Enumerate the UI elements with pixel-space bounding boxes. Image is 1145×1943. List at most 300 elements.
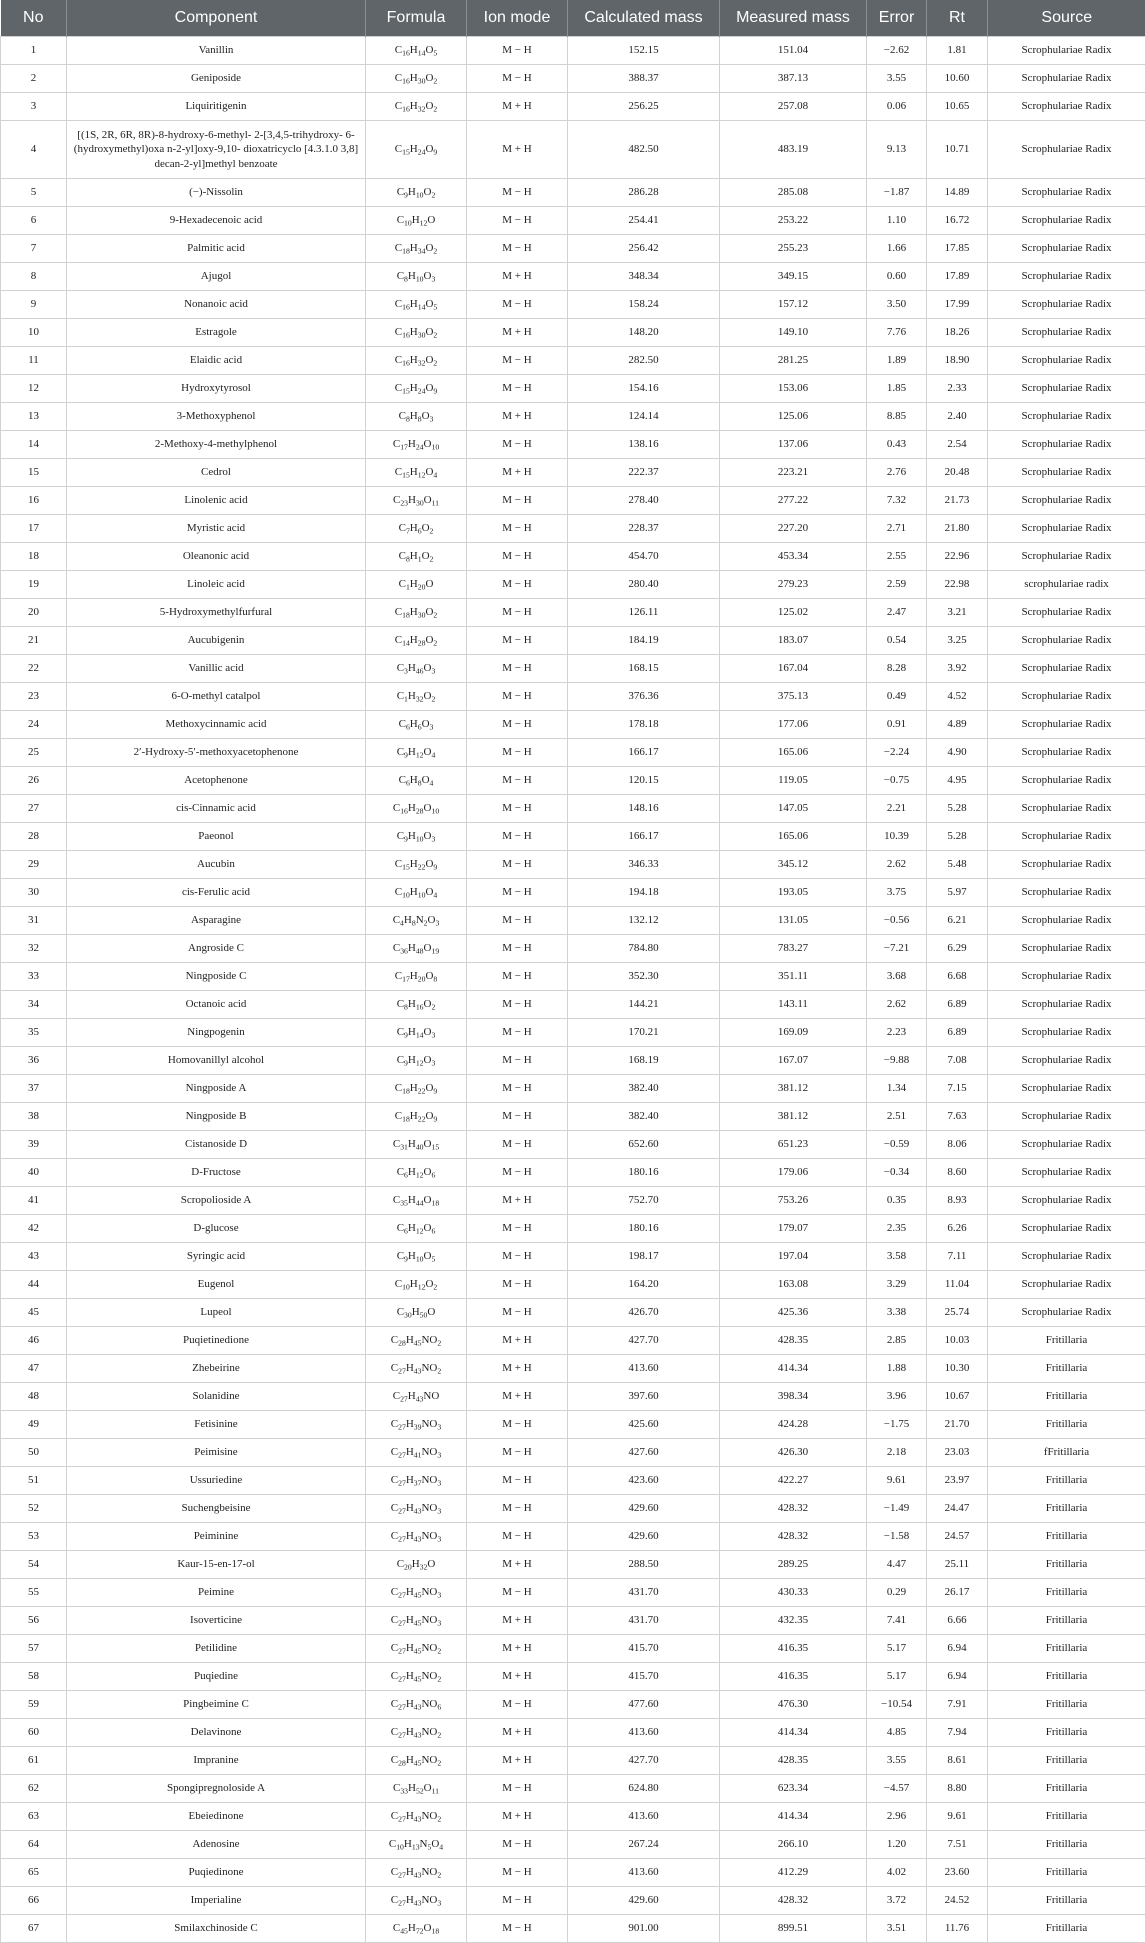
cell-rt: 20.48 xyxy=(927,459,988,487)
cell-ion-mode: M − H xyxy=(467,991,568,1019)
cell-no: 64 xyxy=(1,1831,67,1859)
table-row xyxy=(1,263,1145,291)
cell-calculated-mass: 180.16 xyxy=(568,1159,720,1187)
cell-rt: 26.17 xyxy=(927,1579,988,1607)
header-rt: Rt xyxy=(927,0,988,37)
cell-error: −0.56 xyxy=(867,907,927,935)
table-row xyxy=(1,1243,1145,1271)
cell-error: 1.66 xyxy=(867,235,927,263)
cell-rt: 8.60 xyxy=(927,1159,988,1187)
cell-error: 1.20 xyxy=(867,1831,927,1859)
cell-error: −1.75 xyxy=(867,1411,927,1439)
cell-ion-mode: M − H xyxy=(467,65,568,93)
cell-calculated-mass: 413.60 xyxy=(568,1803,720,1831)
cell-calculated-mass: 280.40 xyxy=(568,571,720,599)
cell-rt: 10.60 xyxy=(927,65,988,93)
cell-calculated-mass: 431.70 xyxy=(568,1607,720,1635)
cell-calculated-mass: 124.14 xyxy=(568,403,720,431)
cell-formula: $C_{10}H_{10}O_4$ xyxy=(366,879,467,907)
cell-component: Linoleic acid xyxy=(67,571,366,599)
cell-source: Fritillaria xyxy=(988,1327,1145,1355)
cell-component: Vanillin xyxy=(67,37,366,65)
cell-component: Fetisinine xyxy=(67,1411,366,1439)
cell-ion-mode: M + H xyxy=(467,1719,568,1747)
cell-component: Acetophenone xyxy=(67,767,366,795)
cell-component: Aucubin xyxy=(67,851,366,879)
cell-rt: 7.51 xyxy=(927,1831,988,1859)
table-body xyxy=(1,37,1145,1943)
cell-rt: 10.03 xyxy=(927,1327,988,1355)
cell-formula: $C_8H_{10}O_3$ xyxy=(366,263,467,291)
cell-ion-mode: M − H xyxy=(467,1439,568,1467)
table-row xyxy=(1,235,1145,263)
cell-error: 4.85 xyxy=(867,1719,927,1747)
cell-measured-mass: 412.29 xyxy=(720,1859,867,1887)
cell-formula: $C_{17}H_{24}O_{10}$ xyxy=(366,431,467,459)
cell-calculated-mass: 382.40 xyxy=(568,1103,720,1131)
cell-calculated-mass: 267.24 xyxy=(568,1831,720,1859)
cell-no: 21 xyxy=(1,627,67,655)
cell-formula: $C_{27}H_{37}NO_3$ xyxy=(366,1467,467,1495)
table-row xyxy=(1,65,1145,93)
cell-formula: $C_8H_8O_3$ xyxy=(366,403,467,431)
cell-ion-mode: M − H xyxy=(467,1523,568,1551)
cell-source: Fritillaria xyxy=(988,1719,1145,1747)
cell-ion-mode: M + H xyxy=(467,263,568,291)
table-row xyxy=(1,1439,1145,1467)
cell-error: 0.54 xyxy=(867,627,927,655)
cell-calculated-mass: 256.42 xyxy=(568,235,720,263)
cell-component: 5-Hydroxymethylfurfural xyxy=(67,599,366,627)
table-row xyxy=(1,1271,1145,1299)
header-no: No xyxy=(1,0,67,37)
cell-component: Imperialine xyxy=(67,1887,366,1915)
cell-calculated-mass: 254.41 xyxy=(568,207,720,235)
cell-error: 0.35 xyxy=(867,1187,927,1215)
cell-rt: 24.47 xyxy=(927,1495,988,1523)
cell-measured-mass: 255.23 xyxy=(720,235,867,263)
cell-formula: $C_9H_{14}O_3$ xyxy=(366,1019,467,1047)
cell-source: Scrophulariae Radix xyxy=(988,655,1145,683)
cell-ion-mode: M − H xyxy=(467,1915,568,1943)
cell-rt: 8.93 xyxy=(927,1187,988,1215)
cell-no: 61 xyxy=(1,1747,67,1775)
cell-calculated-mass: 426.70 xyxy=(568,1299,720,1327)
cell-rt: 2.40 xyxy=(927,403,988,431)
cell-measured-mass: 163.08 xyxy=(720,1271,867,1299)
cell-calculated-mass: 415.70 xyxy=(568,1635,720,1663)
cell-no: 51 xyxy=(1,1467,67,1495)
cell-no: 13 xyxy=(1,403,67,431)
cell-rt: 6.89 xyxy=(927,991,988,1019)
cell-error: −9.88 xyxy=(867,1047,927,1075)
cell-ion-mode: M − H xyxy=(467,207,568,235)
cell-calculated-mass: 652.60 xyxy=(568,1131,720,1159)
cell-rt: 6.94 xyxy=(927,1635,988,1663)
cell-error: −10.54 xyxy=(867,1691,927,1719)
cell-rt: 23.97 xyxy=(927,1467,988,1495)
cell-component: Asparagine xyxy=(67,907,366,935)
cell-no: 23 xyxy=(1,683,67,711)
cell-no: 65 xyxy=(1,1859,67,1887)
table-row xyxy=(1,1019,1145,1047)
cell-source: Scrophulariae Radix xyxy=(988,347,1145,375)
cell-rt: 7.63 xyxy=(927,1103,988,1131)
cell-no: 22 xyxy=(1,655,67,683)
cell-rt: 3.25 xyxy=(927,627,988,655)
cell-formula: $C_9H_{10}O_2$ xyxy=(366,179,467,207)
cell-ion-mode: M − H xyxy=(467,1215,568,1243)
cell-formula: $C_6H_8O_4$ xyxy=(366,767,467,795)
cell-rt: 6.66 xyxy=(927,1607,988,1635)
cell-measured-mass: 119.05 xyxy=(720,767,867,795)
cell-measured-mass: 623.34 xyxy=(720,1775,867,1803)
cell-component: Homovanillyl alcohol xyxy=(67,1047,366,1075)
cell-rt: 25.74 xyxy=(927,1299,988,1327)
cell-error: 1.88 xyxy=(867,1355,927,1383)
cell-calculated-mass: 178.18 xyxy=(568,711,720,739)
cell-no: 14 xyxy=(1,431,67,459)
cell-source: Scrophulariae Radix xyxy=(988,627,1145,655)
cell-formula: $C_{33}H_{52}O_{11}$ xyxy=(366,1775,467,1803)
cell-rt: 17.89 xyxy=(927,263,988,291)
cell-component: Nonanoic acid xyxy=(67,291,366,319)
cell-error: −1.49 xyxy=(867,1495,927,1523)
cell-formula: $C_{27}H_{43}NO_2$ xyxy=(366,1859,467,1887)
table-row xyxy=(1,459,1145,487)
table-row xyxy=(1,1607,1145,1635)
cell-error: 2.59 xyxy=(867,571,927,599)
cell-rt: 7.91 xyxy=(927,1691,988,1719)
cell-no: 3 xyxy=(1,93,67,121)
cell-formula: $C_{16}H_{28}O_{10}$ xyxy=(366,795,467,823)
cell-error: −2.24 xyxy=(867,739,927,767)
cell-no: 7 xyxy=(1,235,67,263)
cell-source: Scrophulariae Radix xyxy=(988,739,1145,767)
cell-measured-mass: 428.32 xyxy=(720,1523,867,1551)
cell-no: 58 xyxy=(1,1663,67,1691)
cell-rt: 18.26 xyxy=(927,319,988,347)
cell-calculated-mass: 222.37 xyxy=(568,459,720,487)
cell-rt: 5.28 xyxy=(927,795,988,823)
cell-rt: 9.61 xyxy=(927,1803,988,1831)
cell-calculated-mass: 346.33 xyxy=(568,851,720,879)
cell-ion-mode: M + H xyxy=(467,1635,568,1663)
cell-measured-mass: 899.51 xyxy=(720,1915,867,1943)
cell-measured-mass: 422.27 xyxy=(720,1467,867,1495)
cell-no: 1 xyxy=(1,37,67,65)
cell-measured-mass: 167.04 xyxy=(720,655,867,683)
cell-formula: $C_7H_6O_2$ xyxy=(366,515,467,543)
cell-rt: 6.68 xyxy=(927,963,988,991)
cell-error: 2.62 xyxy=(867,991,927,1019)
cell-measured-mass: 425.36 xyxy=(720,1299,867,1327)
cell-component: Cedrol xyxy=(67,459,366,487)
cell-component: Isoverticine xyxy=(67,1607,366,1635)
cell-ion-mode: M + H xyxy=(467,121,568,179)
cell-no: 41 xyxy=(1,1187,67,1215)
cell-no: 48 xyxy=(1,1383,67,1411)
cell-formula: $C_3H_{46}O_3$ xyxy=(366,655,467,683)
cell-no: 46 xyxy=(1,1327,67,1355)
cell-source: Scrophulariae Radix xyxy=(988,93,1145,121)
cell-source: Scrophulariae Radix xyxy=(988,179,1145,207)
cell-calculated-mass: 784.80 xyxy=(568,935,720,963)
cell-rt: 6.21 xyxy=(927,907,988,935)
cell-ion-mode: M + H xyxy=(467,1327,568,1355)
cell-rt: 8.06 xyxy=(927,1131,988,1159)
cell-ion-mode: M − H xyxy=(467,879,568,907)
cell-source: Scrophulariae Radix xyxy=(988,599,1145,627)
cell-calculated-mass: 132.12 xyxy=(568,907,720,935)
cell-ion-mode: M − H xyxy=(467,739,568,767)
cell-no: 50 xyxy=(1,1439,67,1467)
cell-formula: $C_{27}H_{43}NO_2$ xyxy=(366,1803,467,1831)
cell-component: Zhebeirine xyxy=(67,1355,366,1383)
cell-component: Angroside C xyxy=(67,935,366,963)
cell-error: 3.51 xyxy=(867,1915,927,1943)
cell-measured-mass: 227.20 xyxy=(720,515,867,543)
cell-error: 5.17 xyxy=(867,1635,927,1663)
cell-source: Fritillaria xyxy=(988,1467,1145,1495)
cell-component: Adenosine xyxy=(67,1831,366,1859)
cell-no: 43 xyxy=(1,1243,67,1271)
cell-rt: 3.92 xyxy=(927,655,988,683)
cell-error: 2.76 xyxy=(867,459,927,487)
cell-component: Ningposide C xyxy=(67,963,366,991)
cell-formula: $C_6H_{12}O_6$ xyxy=(366,1215,467,1243)
cell-ion-mode: M − H xyxy=(467,1243,568,1271)
cell-formula: $C_{10}H_{12}O$ xyxy=(366,207,467,235)
cell-no: 37 xyxy=(1,1075,67,1103)
cell-no: 10 xyxy=(1,319,67,347)
cell-error: 2.55 xyxy=(867,543,927,571)
cell-ion-mode: M − H xyxy=(467,1579,568,1607)
cell-no: 8 xyxy=(1,263,67,291)
cell-formula: $C_{18}H_{30}O_2$ xyxy=(366,599,467,627)
cell-formula: $C_{28}H_{45}NO_2$ xyxy=(366,1327,467,1355)
cell-rt: 7.11 xyxy=(927,1243,988,1271)
table-row xyxy=(1,1747,1145,1775)
table-row xyxy=(1,1551,1145,1579)
cell-ion-mode: M − H xyxy=(467,1103,568,1131)
cell-calculated-mass: 144.21 xyxy=(568,991,720,1019)
cell-ion-mode: M − H xyxy=(467,431,568,459)
cell-source: Fritillaria xyxy=(988,1887,1145,1915)
cell-ion-mode: M − H xyxy=(467,1495,568,1523)
cell-no: 5 xyxy=(1,179,67,207)
cell-no: 47 xyxy=(1,1355,67,1383)
cell-ion-mode: M + H xyxy=(467,1383,568,1411)
cell-ion-mode: M − H xyxy=(467,795,568,823)
cell-source: Scrophulariae Radix xyxy=(988,403,1145,431)
cell-measured-mass: 165.06 xyxy=(720,823,867,851)
cell-ion-mode: M − H xyxy=(467,291,568,319)
cell-calculated-mass: 170.21 xyxy=(568,1019,720,1047)
cell-no: 35 xyxy=(1,1019,67,1047)
cell-calculated-mass: 397.60 xyxy=(568,1383,720,1411)
cell-rt: 4.90 xyxy=(927,739,988,767)
cell-ion-mode: M − H xyxy=(467,235,568,263)
table-row xyxy=(1,851,1145,879)
cell-component: cis-Ferulic acid xyxy=(67,879,366,907)
cell-calculated-mass: 388.37 xyxy=(568,65,720,93)
cell-formula: $C_{45}H_{72}O_{18}$ xyxy=(366,1915,467,1943)
cell-error: 2.96 xyxy=(867,1803,927,1831)
cell-error: 9.61 xyxy=(867,1467,927,1495)
cell-source: Scrophulariae Radix xyxy=(988,879,1145,907)
cell-source: Scrophulariae Radix xyxy=(988,1075,1145,1103)
cell-formula: $C_9H_{12}O_4$ xyxy=(366,739,467,767)
table-row xyxy=(1,347,1145,375)
cell-formula: $C_4H_8N_2O_3$ xyxy=(366,907,467,935)
header-ion-mode: Ion mode xyxy=(467,0,568,37)
cell-rt: 6.94 xyxy=(927,1663,988,1691)
cell-rt: 18.90 xyxy=(927,347,988,375)
cell-source: Scrophulariae Radix xyxy=(988,487,1145,515)
cell-no: 62 xyxy=(1,1775,67,1803)
cell-calculated-mass: 164.20 xyxy=(568,1271,720,1299)
cell-measured-mass: 483.19 xyxy=(720,121,867,179)
cell-formula: $C_{27}H_{41}NO_3$ xyxy=(366,1439,467,1467)
cell-component: Cistanoside D xyxy=(67,1131,366,1159)
cell-ion-mode: M − H xyxy=(467,851,568,879)
cell-component: Oleanonic acid xyxy=(67,543,366,571)
cell-no: 36 xyxy=(1,1047,67,1075)
cell-error: 1.10 xyxy=(867,207,927,235)
cell-error: 2.71 xyxy=(867,515,927,543)
cell-ion-mode: M + H xyxy=(467,1551,568,1579)
cell-source: Scrophulariae Radix xyxy=(988,37,1145,65)
cell-component: Delavinone xyxy=(67,1719,366,1747)
cell-source: Scrophulariae Radix xyxy=(988,235,1145,263)
cell-component: Peimisine xyxy=(67,1439,366,1467)
header-source: Source xyxy=(988,0,1145,37)
cell-rt: 24.57 xyxy=(927,1523,988,1551)
header-formula: Formula xyxy=(366,0,467,37)
cell-error: 2.85 xyxy=(867,1327,927,1355)
cell-rt: 22.98 xyxy=(927,571,988,599)
cell-measured-mass: 375.13 xyxy=(720,683,867,711)
cell-calculated-mass: 382.40 xyxy=(568,1075,720,1103)
table-row xyxy=(1,515,1145,543)
cell-calculated-mass: 158.24 xyxy=(568,291,720,319)
cell-source: Scrophulariae Radix xyxy=(988,1215,1145,1243)
cell-calculated-mass: 184.19 xyxy=(568,627,720,655)
cell-calculated-mass: 148.16 xyxy=(568,795,720,823)
cell-rt: 21.70 xyxy=(927,1411,988,1439)
cell-measured-mass: 137.06 xyxy=(720,431,867,459)
cell-no: 53 xyxy=(1,1523,67,1551)
cell-rt: 5.97 xyxy=(927,879,988,907)
cell-formula: $C_8H_1O_2$ xyxy=(366,543,467,571)
cell-measured-mass: 426.30 xyxy=(720,1439,867,1467)
cell-ion-mode: M − H xyxy=(467,823,568,851)
cell-no: 28 xyxy=(1,823,67,851)
cell-error: 5.17 xyxy=(867,1663,927,1691)
cell-error: 3.68 xyxy=(867,963,927,991)
cell-rt: 1.81 xyxy=(927,37,988,65)
cell-ion-mode: M − H xyxy=(467,683,568,711)
cell-calculated-mass: 415.70 xyxy=(568,1663,720,1691)
cell-ion-mode: M − H xyxy=(467,1047,568,1075)
cell-component: Puqiedinone xyxy=(67,1859,366,1887)
cell-rt: 5.48 xyxy=(927,851,988,879)
table-row xyxy=(1,1215,1145,1243)
cell-measured-mass: 398.34 xyxy=(720,1383,867,1411)
cell-component: Scropolioside A xyxy=(67,1187,366,1215)
cell-measured-mass: 414.34 xyxy=(720,1719,867,1747)
cell-no: 12 xyxy=(1,375,67,403)
cell-source: Fritillaria xyxy=(988,1803,1145,1831)
cell-source: Scrophulariae Radix xyxy=(988,935,1145,963)
cell-component: Octanoic acid xyxy=(67,991,366,1019)
cell-ion-mode: M + H xyxy=(467,1355,568,1383)
cell-ion-mode: M + H xyxy=(467,1187,568,1215)
cell-component: Peiminine xyxy=(67,1523,366,1551)
cell-calculated-mass: 166.17 xyxy=(568,823,720,851)
table-row xyxy=(1,319,1145,347)
cell-no: 33 xyxy=(1,963,67,991)
cell-formula: $C_{10}H_{13}N_5O_4$ xyxy=(366,1831,467,1859)
cell-measured-mass: 381.12 xyxy=(720,1103,867,1131)
header-error: Error xyxy=(867,0,927,37)
cell-source: Fritillaria xyxy=(988,1859,1145,1887)
cell-component: Lupeol xyxy=(67,1299,366,1327)
cell-rt: 22.96 xyxy=(927,543,988,571)
cell-ion-mode: M − H xyxy=(467,1271,568,1299)
cell-measured-mass: 430.33 xyxy=(720,1579,867,1607)
table-row xyxy=(1,375,1145,403)
cell-component: Impranine xyxy=(67,1747,366,1775)
cell-rt: 10.67 xyxy=(927,1383,988,1411)
cell-formula: $C_9H_{10}O_3$ xyxy=(366,823,467,851)
cell-calculated-mass: 126.11 xyxy=(568,599,720,627)
cell-calculated-mass: 180.16 xyxy=(568,1215,720,1243)
cell-measured-mass: 414.34 xyxy=(720,1803,867,1831)
cell-component: Pingbeimine C xyxy=(67,1691,366,1719)
table-row xyxy=(1,121,1145,179)
table-row xyxy=(1,1159,1145,1187)
table-row xyxy=(1,487,1145,515)
cell-measured-mass: 147.05 xyxy=(720,795,867,823)
cell-rt: 7.08 xyxy=(927,1047,988,1075)
cell-ion-mode: M − H xyxy=(467,655,568,683)
cell-source: Scrophulariae Radix xyxy=(988,683,1145,711)
table-row xyxy=(1,1467,1145,1495)
cell-no: 18 xyxy=(1,543,67,571)
cell-measured-mass: 177.06 xyxy=(720,711,867,739)
cell-ion-mode: M − H xyxy=(467,1019,568,1047)
cell-measured-mass: 266.10 xyxy=(720,1831,867,1859)
cell-component: D-Fructose xyxy=(67,1159,366,1187)
cell-formula: $C_{27}H_{43}NO_2$ xyxy=(366,1355,467,1383)
cell-calculated-mass: 425.60 xyxy=(568,1411,720,1439)
cell-formula: $C_{27}H_{45}NO_3$ xyxy=(366,1579,467,1607)
cell-formula: $C_{23}H_{30}O_{11}$ xyxy=(366,487,467,515)
cell-measured-mass: 381.12 xyxy=(720,1075,867,1103)
cell-measured-mass: 289.25 xyxy=(720,1551,867,1579)
cell-error: 2.47 xyxy=(867,599,927,627)
cell-no: 24 xyxy=(1,711,67,739)
cell-no: 9 xyxy=(1,291,67,319)
cell-error: 1.85 xyxy=(867,375,927,403)
cell-ion-mode: M − H xyxy=(467,515,568,543)
cell-no: 32 xyxy=(1,935,67,963)
cell-error: 2.23 xyxy=(867,1019,927,1047)
cell-component: (−)-Nissolin xyxy=(67,179,366,207)
cell-source: Scrophulariae Radix xyxy=(988,459,1145,487)
